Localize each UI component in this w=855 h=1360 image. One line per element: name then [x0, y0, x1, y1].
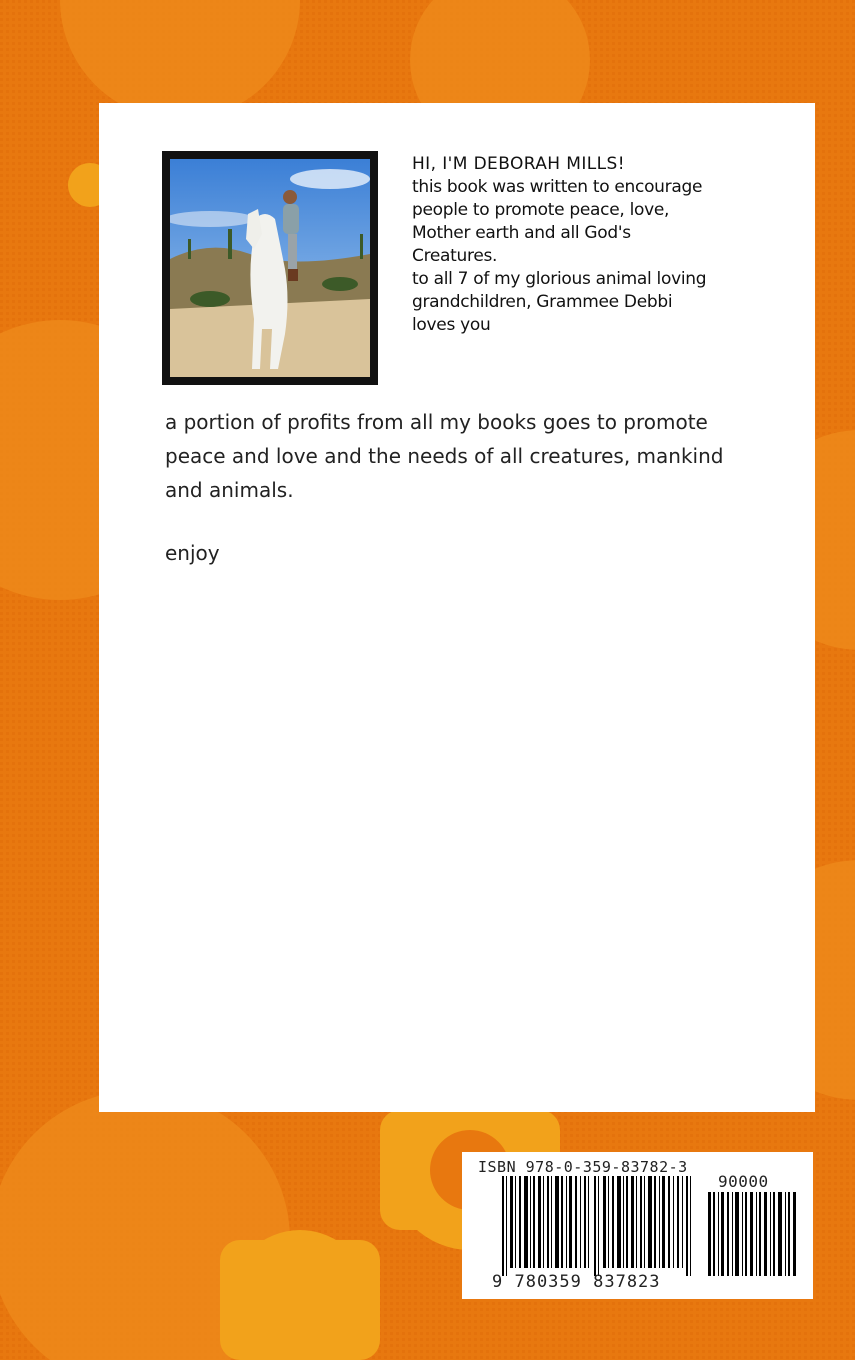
ean-digits: 9 780359 837823 [492, 1272, 661, 1292]
author-bio [412, 153, 772, 337]
price-code: 90000 [718, 1172, 769, 1191]
bio-line: to all 7 of my glorious animal loving [412, 269, 707, 289]
barcode-bars-icon [502, 1176, 692, 1276]
enjoy-text: enjoy [165, 541, 220, 565]
profits-statement [165, 405, 765, 507]
bio-line: people to promote peace, love, [412, 200, 670, 220]
bio-headline: HI, I'M DEBORAH MILLS! [412, 154, 625, 174]
bio-line: this book was written to encourage [412, 177, 703, 197]
isbn-barcode [462, 1152, 813, 1299]
profits-line: peace and love and the needs of all creatures, mankind [165, 444, 724, 468]
author-photo [162, 151, 378, 385]
profits-line: and animals. [165, 478, 294, 502]
bio-line: grandchildren, Grammee Debbi [412, 292, 673, 312]
profits-line: a portion of profits from all my books goes to promote [165, 410, 708, 434]
back-cover-panel [99, 103, 815, 1112]
bio-line: loves you [412, 315, 491, 335]
photo-woman-on-white-horse-icon [170, 159, 370, 377]
price-barcode-bars-icon [708, 1192, 798, 1276]
bio-line: Creatures. [412, 246, 498, 266]
isbn-label: ISBN 978-0-359-83782-3 [478, 1158, 688, 1176]
bio-line: Mother earth and all God's [412, 223, 631, 243]
